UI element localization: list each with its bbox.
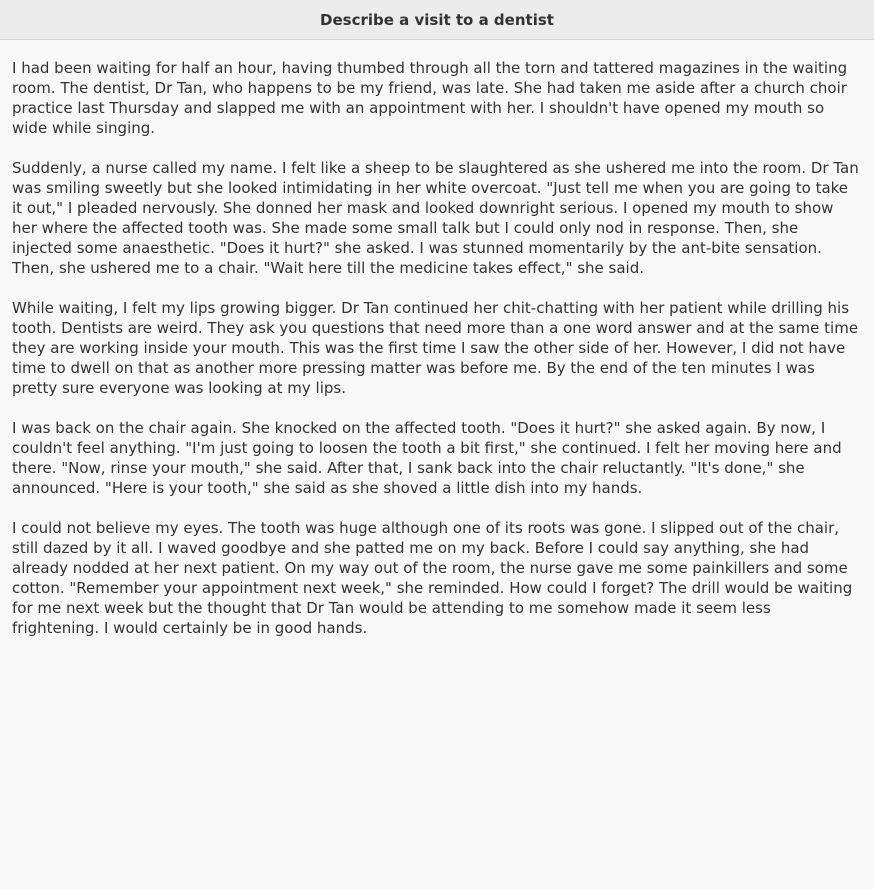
- paragraph-2: Suddenly, a nurse called my name. I felt like a sheep to be slaughtered as she ushered me into the room. Dr Tan was smiling sweetly but she looked intimidating in her white overcoat. "Just tell me when you are going to take it out," I pleaded nervously. She donned her mask and looked downright serious. I opened my mouth to show her where the affected tooth was. She made some small talk but I could only nod in response. Then, she injected some anaesthetic. "Does it hurt?" she asked. I was stunned momentarily by the ant-bite sensation. Then, she ushered me to a chair. "Wait here till the medicine takes effect," she said.: [12, 159, 859, 277]
- page-title: Describe a visit to a dentist: [320, 10, 554, 29]
- paragraph-1: I had been waiting for half an hour, having thumbed through all the torn and tattered magazines in the waiting room. The dentist, Dr Tan, who happens to be my friend, was late. She had taken me aside after a church choir practice last Thursday and slapped me with an appointment with her. I shouldn't have opened my mouth so wide while singing.: [12, 59, 848, 137]
- paragraph-3: While waiting, I felt my lips growing bigger. Dr Tan continued her chit-chatting with her patient while drilling his tooth. Dentists are weird. They ask you questions that need more than a one word answer and at the same time they are working inside your mouth. This was the first time I saw the other side of her. However, I did not have time to dwell on that as another more pressing matter was before me. By the end of the ten minutes I was pretty sure everyone was looking at my lips.: [12, 299, 859, 397]
- essay-body: [0, 40, 874, 638]
- title-bar: [0, 0, 874, 40]
- paragraph-4: I was back on the chair again. She knocked on the affected tooth. "Does it hurt?" she asked again. By now, I couldn't feel anything. "I'm just going to loosen the tooth a bit first," she continued. I felt her moving here and there. "Now, rinse your mouth," she said. After that, I sank back into the chair reluctantly. "It's done," she announced. "Here is your tooth," she said as she shoved a little dish into my hands.: [12, 419, 842, 497]
- paragraph-5: I could not believe my eyes. The tooth was huge although one of its roots was gone. I slipped out of the chair, still dazed by it all. I waved goodbye and she patted me on my back. Before I could say anything, she had already nodded at her next patient. On my way out of the room, the nurse gave me some painkillers and some cotton. "Remember your appointment next week," she reminded. How could I forget? The drill would be waiting for me next week but the thought that Dr Tan would be attending to me somehow made it seem less frightening. I would certainly be in good hands.: [12, 519, 853, 637]
